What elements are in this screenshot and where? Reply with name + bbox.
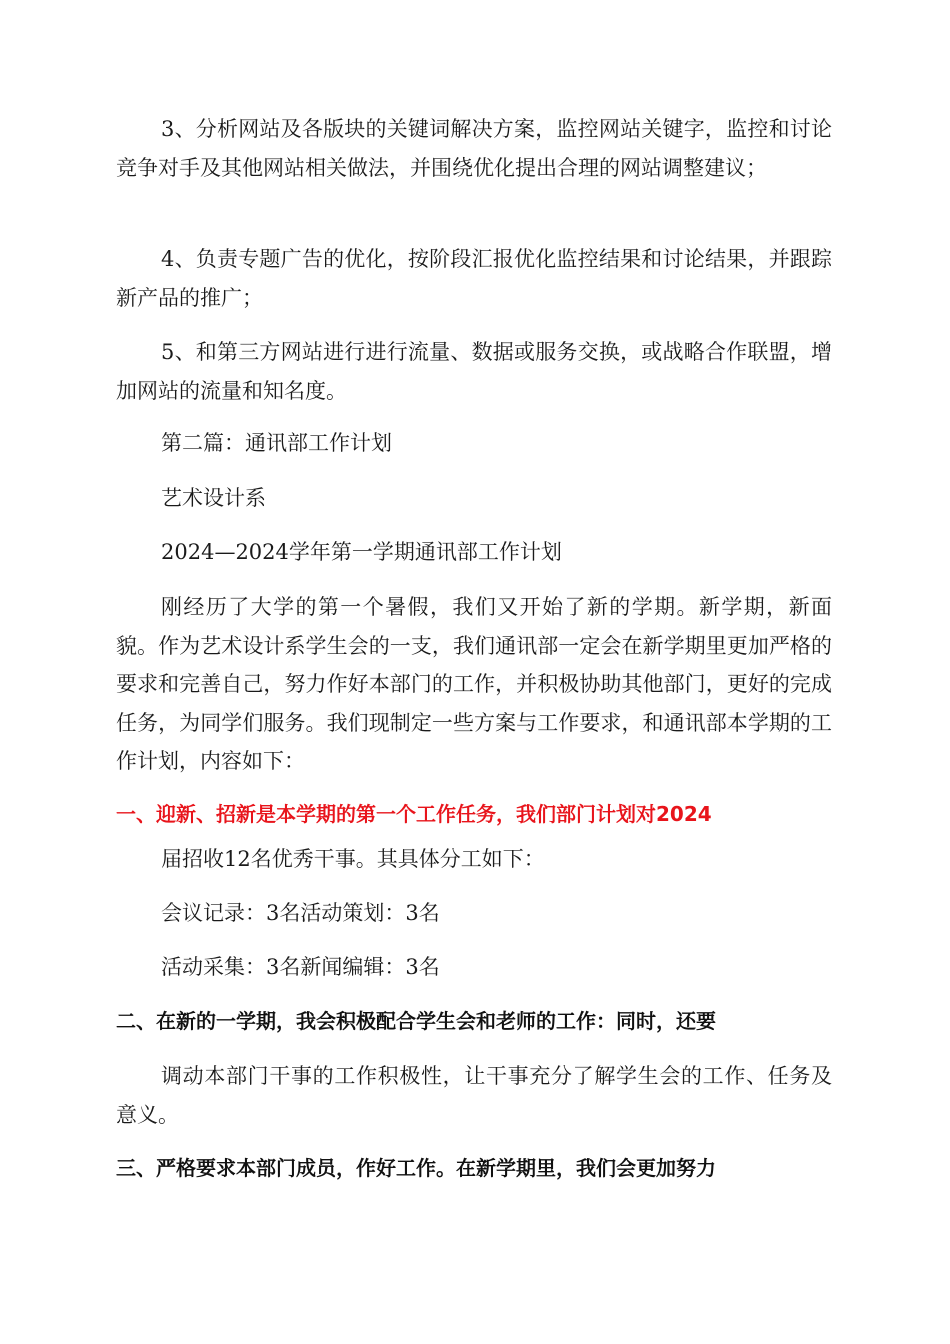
intro-paragraph: 刚经历了大学的第一个暑假，我们又开始了新的学期。新学期，新面貌。作为艺术设计系学生会的一支，我们通讯部一定会在新学期里更加严格的要求和完善自己，努力作好本部门的工作，并积极协助其他部门，更好的完成任务，为同学们服务。我们现制定一些方案与工作要求，和通讯部本学期的工作计划，内容如下： — [116, 595, 832, 773]
paragraph-item-5: 5、和第三方网站进行进行流量、数据或服务交换，或战略合作联盟，增加网站的流量和知名度。 — [116, 340, 832, 403]
heading-two-continuation: 调动本部门干事的工作积极性，让干事充分了解学生会的工作、任务及意义。 — [116, 1064, 832, 1127]
paragraph-item-3: 3、分析网站及各版块的关键词解决方案，监控网站关键字，监控和讨论竞争对手及其他网站相关做法，并围绕优化提出合理的网站调整建议； — [116, 117, 832, 180]
heading-two: 二、在新的一学期，我会积极配合学生会和老师的工作：同时，还要 — [116, 1009, 716, 1033]
paragraph-item-4: 4、负责专题广告的优化，按阶段汇报优化监控结果和讨论结果，并跟踪新产品的推广； — [116, 247, 832, 310]
department-name: 艺术设计系 — [161, 486, 266, 510]
roles-line-2: 活动采集：3名新闻编辑：3名 — [161, 955, 440, 979]
roles-line-1: 会议记录：3名活动策划：3名 — [161, 901, 440, 925]
heading-three: 三、严格要求本部门成员，作好工作。在新学期里，我们会更加努力 — [116, 1156, 716, 1180]
heading-one: 一、迎新、招新是本学期的第一个工作任务，我们部门计划对2024 — [116, 802, 712, 826]
section-title: 第二篇：通讯部工作计划 — [161, 431, 392, 455]
heading-one-continuation: 届招收12名优秀干事。其具体分工如下： — [161, 847, 545, 871]
plan-title: 2024—2024学年第一学期通讯部工作计划 — [161, 540, 562, 564]
